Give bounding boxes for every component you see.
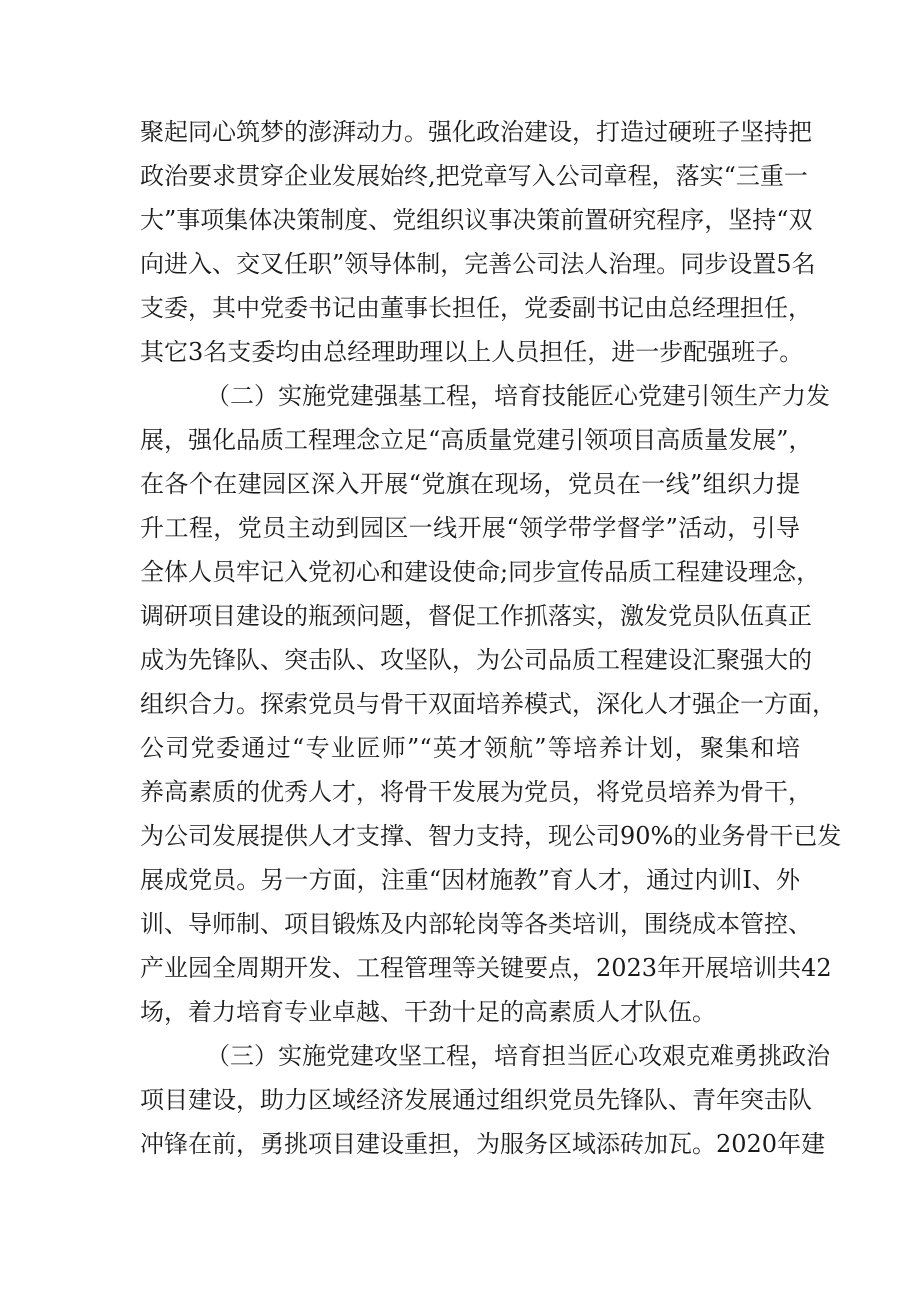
text-line: 展成党员。另一方面，注重“因材施教”育人才，通过内训I、外	[140, 866, 800, 894]
text-line: 组织合力。探索党员与骨干双面培养模式，深化人才强企一方面，	[140, 690, 836, 718]
paragraph-2	[140, 374, 842, 1034]
text-line: 政治要求贯穿企业发展始终,把党章写入公司章程，落实“三重一	[140, 162, 808, 190]
text-line: 其它3名支委均由总经理助理以上人员担任，进一步配强班子。	[140, 338, 804, 366]
paragraph-1	[140, 110, 816, 374]
text-line: 公司党委通过“专业匠师”“英才领航”等培养计划，聚集和培	[140, 734, 800, 762]
text-line: 展，强化品质工程理念立足“高质量党建引领项目高质量发展”，	[140, 426, 813, 454]
text-line: 支委，其中党委书记由董事长担任，党委副书记由总经理担任，	[140, 294, 812, 322]
text-line: 产业园全周期开发、工程管理等关键要点，2023年开展培训共42	[140, 954, 832, 982]
text-line: 场，着力培育专业卓越、干劲十足的高素质人才队伍。	[140, 998, 716, 1026]
text-line: 为公司发展提供人才支撑、智力支持，现公司90%的业务骨干已发	[140, 822, 842, 850]
paragraph-3	[140, 1034, 830, 1166]
text-line: 大”事项集体决策制度、党组织议事决策前置研究程序，坚持“双	[140, 206, 813, 234]
text-line: 调研项目建设的瓶颈问题，督促工作抓落实，激发党员队伍真正	[140, 602, 812, 630]
text-line: 聚起同心筑梦的澎湃动力。强化政治建设，打造过硬班子坚持把	[140, 118, 812, 146]
text-line: 升工程，党员主动到园区一线开展“领学带学督学”活动，引导	[140, 514, 800, 542]
text-line: （二）实施党建强基工程，培育技能匠心党建引领生产力发	[206, 382, 830, 410]
text-line: （三）实施党建攻坚工程，培育担当匠心攻艰克难勇挑政治	[206, 1042, 830, 1070]
text-line: 成为先锋队、突击队、攻坚队，为公司品质工程建设汇聚强大的	[140, 646, 812, 674]
document-body	[140, 110, 842, 1166]
text-line: 项目建设，助力区域经济发展通过组织党员先锋队、青年突击队	[140, 1086, 812, 1114]
text-line: 养高素质的优秀人才，将骨干发展为党员，将党员培养为骨干，	[140, 778, 812, 806]
text-line: 冲锋在前，勇挑项目建设重担，为服务区域添砖加瓦。2020年建	[140, 1130, 826, 1158]
text-line: 训、导师制、项目锻炼及内部轮岗等各类培训，围绕成本管控、	[140, 910, 812, 938]
text-line: 在各个在建园区深入开展“党旗在现场，党员在一线”组织力提	[140, 470, 800, 498]
text-line: 向进入、交叉任职”领导体制，完善公司法人治理。同步设置5名	[140, 250, 816, 278]
text-line: 全体人员牢记入党初心和建设使命;同步宣传品质工程建设理念，	[140, 558, 821, 586]
